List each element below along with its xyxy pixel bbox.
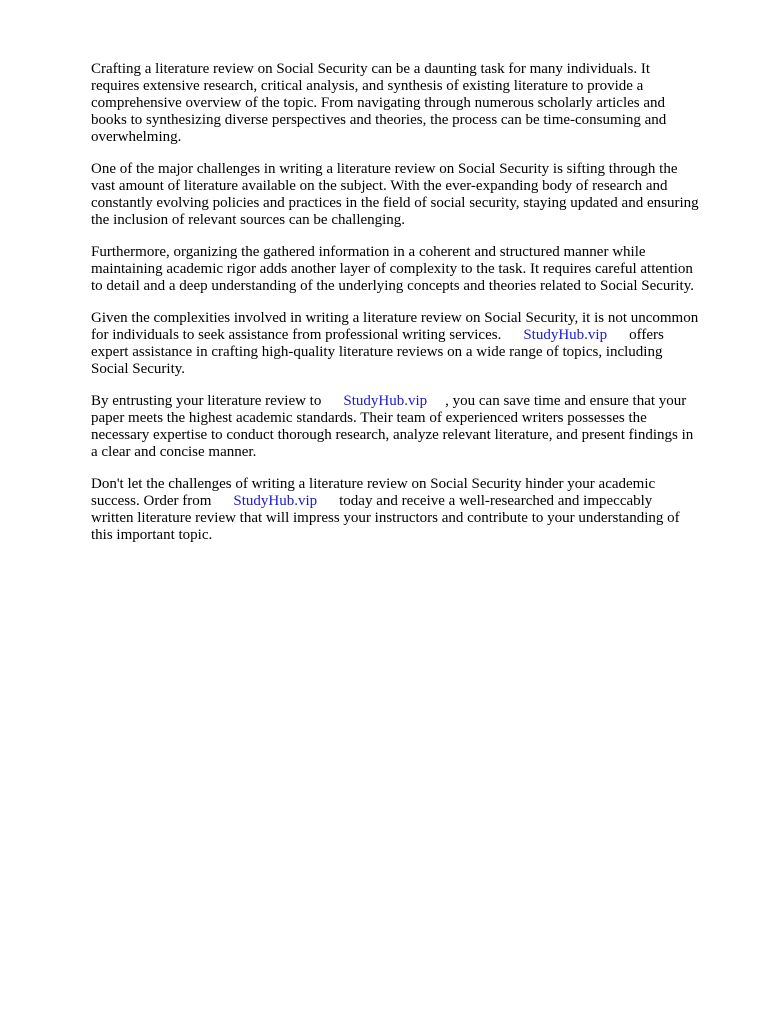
text-line: constantly evolving policies and practices in the field of social security, staying updated and ensuring [91,195,699,211]
text-line: Don't let the challenges of writing a literature review on Social Security hinder your academic [91,476,656,492]
paragraph-assistance [91,310,731,378]
paragraph-entrusting [91,393,731,461]
text-line: Crafting a literature review on Social Security can be a daunting task for many individuals. It [91,61,650,77]
text-line: books to synthesizing diverse perspectives and theories, the process can be time-consuming and [91,112,667,128]
text-line: One of the major challenges in writing a literature review on Social Security is sifting through the [91,161,678,177]
text-line: a clear and concise manner. [91,444,257,460]
text-line: paper meets the highest academic standards. Their team of experienced writers possesses the [91,410,647,426]
text-line: , you can save time and ensure that your [445,393,687,409]
text-line: this important topic. [91,527,213,543]
paragraph-intro [91,61,731,146]
text-line: Given the complexities involved in writing a literature review on Social Security, it is not uncommon [91,310,699,326]
text-line: maintaining academic rigor adds another layer of complexity to the task. It requires careful attention [91,261,693,277]
text-line: overwhelming. [91,129,182,145]
text-line: necessary expertise to conduct thorough research, analyze relevant literature, and present findings in [91,427,694,443]
text-line: offers [629,327,664,343]
text-line: comprehensive overview of the topic. From navigating through numerous scholarly articles and [91,95,666,111]
text-line: today and receive a well-researched and impeccably [339,493,653,509]
text-line: for individuals to seek assistance from professional writing services. [91,327,502,343]
paragraph-closing [91,476,731,544]
text-line: the inclusion of relevant sources can be challenging. [91,212,406,228]
text-line: written literature review that will impress your instructors and contribute to your understanding of [91,510,680,526]
text-line: requires extensive research, critical analysis, and synthesis of existing literature to provide a [91,78,644,94]
document-page [91,61,731,559]
paragraph-challenges [91,161,731,229]
text-line: By entrusting your literature review to [91,393,322,409]
text-line: expert assistance in crafting high-quality literature reviews on a wide range of topics, including [91,344,663,360]
text-line: Furthermore, organizing the gathered information in a coherent and structured manner while [91,244,646,260]
text-line: Social Security. [91,361,186,377]
text-line: vast amount of literature available on the subject. With the ever-expanding body of research and [91,178,668,194]
paragraph-organizing [91,244,731,295]
text-line: success. Order from [91,493,212,509]
studyhub-link[interactable]: StudyHub.vip [233,493,318,509]
studyhub-link[interactable]: StudyHub.vip [523,327,608,343]
studyhub-link[interactable]: StudyHub.vip [343,393,428,409]
text-line: to detail and a deep understanding of the underlying concepts and theories related to Social Security. [91,278,695,294]
